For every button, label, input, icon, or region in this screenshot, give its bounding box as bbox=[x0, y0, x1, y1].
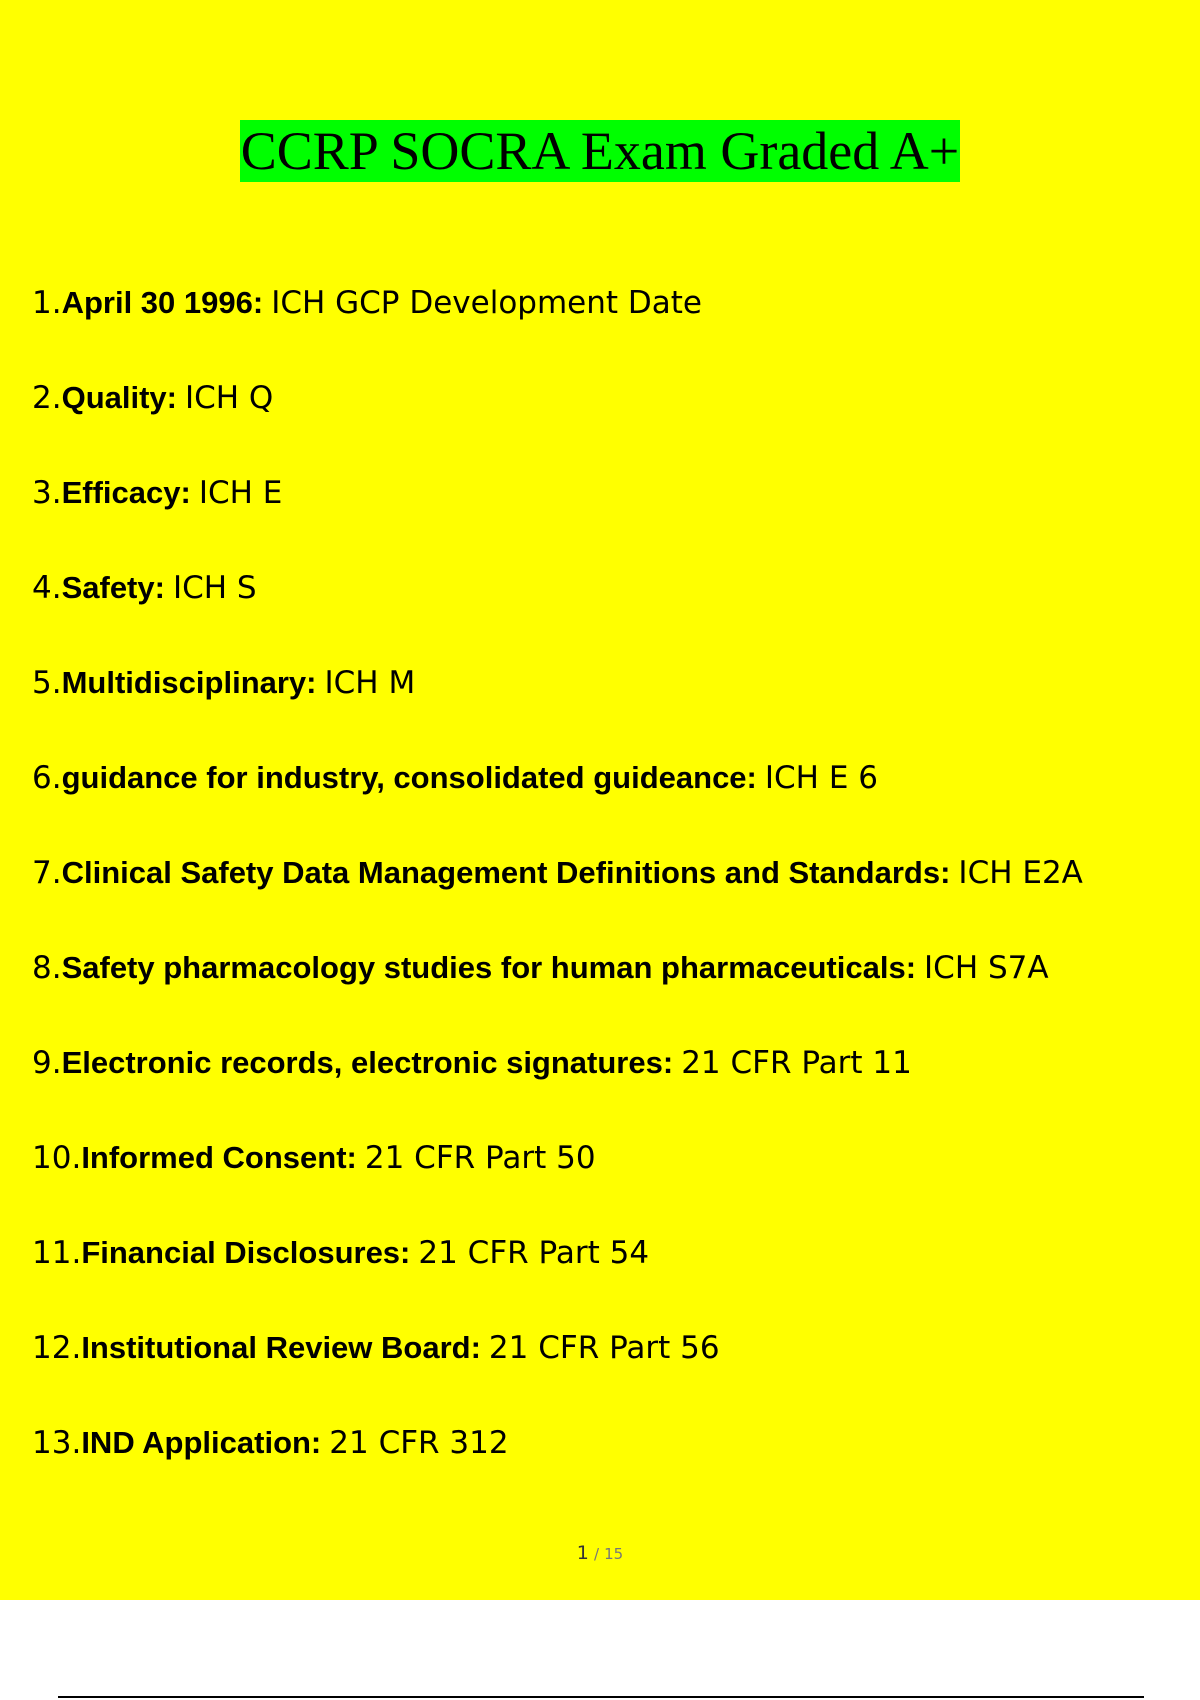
list-item bbox=[32, 1036, 1083, 1131]
item-answer: ICH Q bbox=[184, 380, 274, 416]
list-item bbox=[32, 1321, 1083, 1416]
page-separator: / bbox=[593, 1545, 600, 1563]
item-answer: 21 CFR 312 bbox=[329, 1425, 509, 1461]
item-answer: ICH GCP Development Date bbox=[271, 285, 702, 321]
item-number: 8. bbox=[32, 950, 62, 986]
qa-list bbox=[32, 276, 1083, 1511]
item-term: Clinical Safety Data Management Definitions and Standards: bbox=[61, 855, 951, 890]
item-number: 5. bbox=[32, 665, 62, 701]
list-item bbox=[32, 1131, 1083, 1226]
item-term: Electronic records, electronic signatures: bbox=[61, 1045, 674, 1080]
item-number: 9. bbox=[32, 1045, 62, 1081]
item-answer: 21 CFR Part 56 bbox=[488, 1330, 720, 1366]
item-number: 10. bbox=[32, 1140, 82, 1176]
item-number: 7. bbox=[32, 855, 62, 891]
list-item bbox=[32, 466, 1083, 561]
item-answer: ICH E bbox=[198, 475, 283, 511]
list-item bbox=[32, 561, 1083, 656]
list-item bbox=[32, 656, 1083, 751]
list-item bbox=[32, 751, 1083, 846]
item-number: 1. bbox=[32, 285, 62, 321]
total-pages: 15 bbox=[604, 1545, 624, 1563]
page-indicator bbox=[0, 1542, 1200, 1564]
item-term: IND Application: bbox=[81, 1425, 322, 1460]
list-item bbox=[32, 1416, 1083, 1511]
list-item bbox=[32, 1226, 1083, 1321]
item-term: Safety pharmacology studies for human pharmaceuticals: bbox=[61, 950, 917, 985]
item-answer: 21 CFR Part 54 bbox=[418, 1235, 650, 1271]
item-answer: 21 CFR Part 11 bbox=[681, 1045, 912, 1081]
list-item bbox=[32, 846, 1083, 941]
item-term: Informed Consent: bbox=[81, 1140, 357, 1175]
item-answer: ICH E 6 bbox=[764, 760, 878, 796]
item-term: guidance for industry, consolidated guideance: bbox=[61, 760, 757, 795]
item-term: Quality: bbox=[61, 380, 177, 415]
item-number: 13. bbox=[32, 1425, 82, 1461]
item-number: 3. bbox=[32, 475, 62, 511]
item-number: 4. bbox=[32, 570, 62, 606]
item-term: Efficacy: bbox=[61, 475, 191, 510]
list-item bbox=[32, 371, 1083, 466]
current-page-number: 1 bbox=[576, 1542, 589, 1564]
item-answer: ICH M bbox=[324, 665, 416, 701]
item-answer: ICH S7A bbox=[924, 950, 1049, 986]
list-item bbox=[32, 276, 1083, 371]
item-term: Institutional Review Board: bbox=[81, 1330, 481, 1365]
next-page-divider bbox=[58, 1696, 1144, 1698]
list-item bbox=[32, 941, 1083, 1036]
item-term: Multidisciplinary: bbox=[61, 665, 317, 700]
item-number: 2. bbox=[32, 380, 62, 416]
document-title: CCRP SOCRA Exam Graded A+ bbox=[240, 121, 960, 181]
item-term: Financial Disclosures: bbox=[81, 1235, 411, 1270]
item-answer: ICH E2A bbox=[958, 855, 1083, 891]
item-answer: 21 CFR Part 50 bbox=[364, 1140, 596, 1176]
item-number: 6. bbox=[32, 760, 62, 796]
item-answer: ICH S bbox=[172, 570, 257, 606]
title-container bbox=[0, 120, 1200, 182]
item-number: 11. bbox=[32, 1235, 82, 1271]
item-term: April 30 1996: bbox=[61, 285, 264, 320]
item-number: 12. bbox=[32, 1330, 82, 1366]
item-term: Safety: bbox=[61, 570, 165, 605]
